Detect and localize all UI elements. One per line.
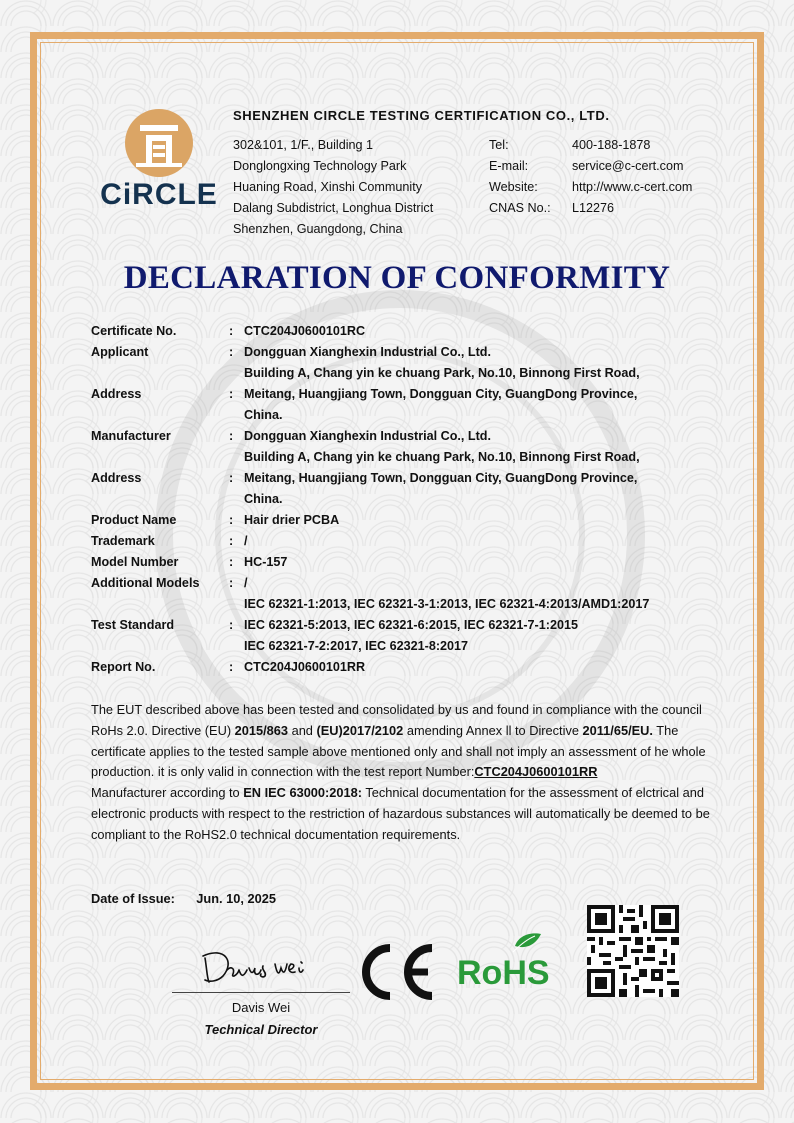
circle-logo-icon: [100, 105, 218, 183]
field-value: Meitang, Huangjiang Town, Dongguan City, GuangDong Province,: [244, 387, 638, 401]
address-line: Dalang Subdistrict, Longhua District: [233, 201, 434, 215]
field-colon: :: [229, 513, 234, 527]
svg-text:RoHS: RoHS: [457, 954, 550, 992]
field-label: Product Name: [91, 513, 177, 527]
address-line: Donglongxing Technology Park: [233, 159, 407, 173]
field-label: Test Standard: [91, 618, 175, 632]
statement-text: The certificate applies to the tested sample above mentioned only and shall not imply an assessment of he whole production. it is only valid in connection with the test report Number:: [91, 722, 706, 780]
field-colon: :: [229, 534, 234, 548]
statement-bold: 2015/863: [234, 722, 289, 738]
statement-bold: 2011/65/EU.: [582, 722, 653, 738]
cnas-value: L12276: [572, 201, 615, 215]
date-of-issue: [91, 891, 276, 906]
contact-values: [572, 135, 692, 219]
address-line: 302&101, 1/F., Building 1: [233, 138, 374, 152]
email-label: E-mail:: [489, 159, 529, 173]
field-value: CTC204J0600101RC: [244, 324, 366, 338]
field-label: Address: [91, 387, 142, 401]
statement-text: amending Annex ll to Directive: [403, 722, 583, 738]
company-name: SHENZHEN CIRCLE TESTING CERTIFICATION CO., LTD.: [233, 108, 610, 123]
address-line: Huaning Road, Xinshi Community: [233, 180, 422, 194]
statement-text: Manufacturer according to: [91, 785, 244, 801]
field-value: IEC 62321-1:2013, IEC 62321-3-1:2013, IEC 62321-4:2013/AMD1:2017: [244, 597, 650, 611]
rohs-mark-icon: [455, 930, 555, 992]
signature-image: [195, 940, 315, 990]
statement-text: The EUT described above has been tested and consolidated by us and found in compliance with the council RoHs 2.0. Directive (EU): [91, 702, 702, 738]
tel-label: Tel:: [489, 138, 509, 152]
company-address: [233, 135, 433, 240]
compliance-statement: [91, 700, 716, 846]
field-colon: :: [229, 324, 234, 338]
logo-text: CiRCLE: [100, 178, 218, 211]
statement-text: Technical documentation for the assessment of elctrical and electronic products with respect to the restriction of hazardous substances will automatically be deemed to be compliant to the RoHS2.0 technical documentation requirements.: [91, 785, 710, 842]
statement-report-number: CTC204J0600101RR: [474, 764, 598, 780]
field-label: Address: [91, 471, 142, 485]
field-value: CTC204J0600101RR: [244, 660, 366, 674]
field-value: HC-157: [244, 555, 288, 569]
qr-code-icon: [587, 905, 679, 997]
field-value: /: [244, 576, 248, 590]
field-value: Building A, Chang yin ke chuang Park, No.10, Binnong First Road,: [244, 366, 640, 380]
field-label: Model Number: [91, 555, 179, 569]
statement-bold: (EU)2017/2102: [316, 722, 404, 738]
field-colon: :: [229, 387, 234, 401]
field-value: /: [244, 534, 248, 548]
field-value: Hair drier PCBA: [244, 513, 340, 527]
website-value: http://www.c-cert.com: [572, 180, 693, 194]
statement-paragraph-1: [91, 700, 716, 783]
date-label: Date of Issue:: [91, 891, 175, 906]
field-value: IEC 62321-7-2:2017, IEC 62321-8:2017: [244, 639, 469, 653]
field-value: China.: [244, 492, 283, 506]
email-value: service@c-cert.com: [572, 159, 684, 173]
signatory-title: Technical Director: [204, 1022, 318, 1037]
document-title: DECLARATION OF CONFORMITY: [123, 260, 671, 296]
website-label: Website:: [489, 180, 538, 194]
signatory-name: Davis Wei: [231, 1000, 291, 1015]
field-value: Dongguan Xianghexin Industrial Co., Ltd.: [244, 429, 491, 443]
field-colon: :: [229, 471, 234, 485]
tel-value: 400-188-1878: [572, 138, 651, 152]
field-colon: :: [229, 618, 234, 632]
field-colon: :: [229, 576, 234, 590]
date-value: Jun. 10, 2025: [196, 891, 276, 906]
signature-line: [172, 992, 350, 993]
address-line: Shenzhen, Guangdong, China: [233, 222, 403, 236]
field-label: Report No.: [91, 660, 156, 674]
statement-bold: EN IEC 63000:2018:: [243, 785, 363, 801]
field-value: China.: [244, 408, 283, 422]
field-label: Certificate No.: [91, 324, 177, 338]
field-label: Applicant: [91, 345, 149, 359]
contact-labels: [489, 135, 551, 219]
ce-mark-icon: [356, 942, 436, 1002]
field-label: Additional Models: [91, 576, 200, 590]
field-value: Dongguan Xianghexin Industrial Co., Ltd.: [244, 345, 491, 359]
field-colon: :: [229, 660, 234, 674]
field-colon: :: [229, 429, 234, 443]
field-value: IEC 62321-5:2013, IEC 62321-6:2015, IEC 62321-7-1:2015: [244, 618, 578, 632]
cnas-label: CNAS No.:: [489, 201, 551, 215]
field-colon: :: [229, 345, 234, 359]
statement-text: and: [288, 722, 317, 738]
field-value: Meitang, Huangjiang Town, Dongguan City, GuangDong Province,: [244, 471, 638, 485]
field-colon: :: [229, 555, 234, 569]
statement-paragraph-2: [91, 783, 716, 845]
field-label: Trademark: [91, 534, 155, 548]
field-label: Manufacturer: [91, 429, 171, 443]
field-value: Building A, Chang yin ke chuang Park, No.10, Binnong First Road,: [244, 450, 640, 464]
